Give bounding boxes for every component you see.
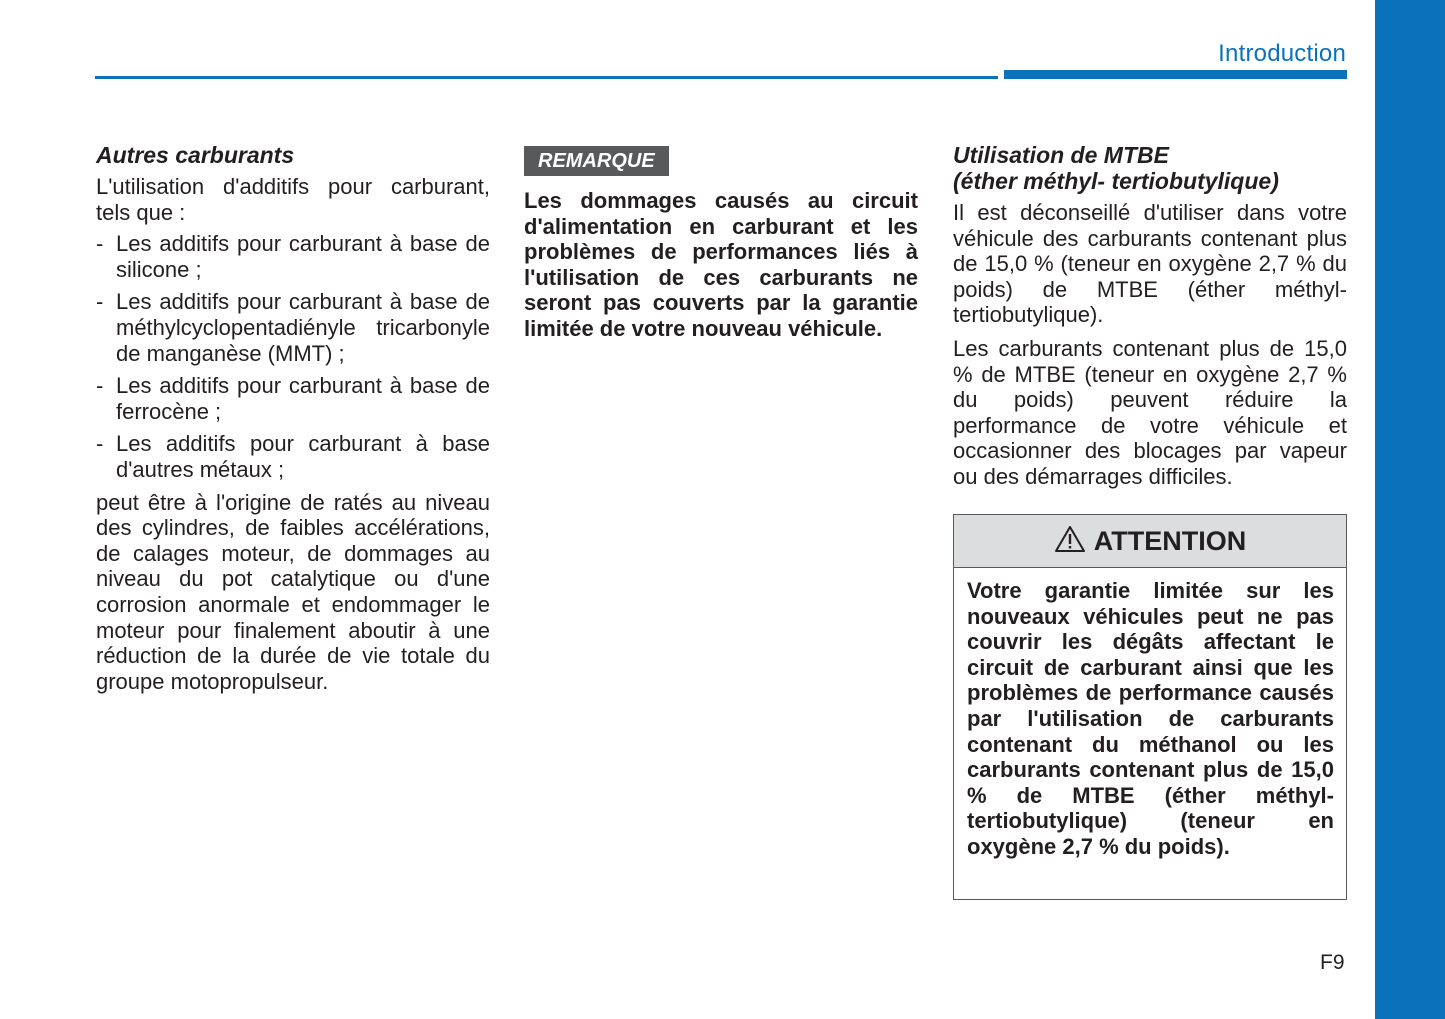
heading-mtbe-subtitle: (éther méthyl- tertiobutylique)	[953, 168, 1279, 194]
header-rule	[95, 76, 998, 79]
note-column	[524, 146, 918, 342]
list-item: - Les additifs pour carburant à base d'autres métaux ;	[96, 431, 490, 482]
additive-list	[96, 231, 490, 482]
attention-text: Votre garantie limitée sur les nouveaux véhicules peut ne pas couvrir les dégâts affectant le circuit de carburant ainsi que les problèmes de performance causés par l'utilisation de carburants contenant du méthanol ou les carburants contenant plus de 15,0 % de MTBE (éther méthyl- tertiobutylique) (teneur en oxygène 2,7 % du poids).	[967, 578, 1334, 859]
right-column	[953, 142, 1347, 498]
list-item: - Les additifs pour carburant à base de ferrocène ;	[96, 373, 490, 424]
remarque-badge: REMARQUE	[524, 146, 669, 176]
left-column	[96, 142, 490, 694]
list-item: - Les additifs pour carburant à base de méthylcyclopentadiényle tricarbonyle de manganèse (MMT) ;	[96, 289, 490, 366]
heading-mtbe: Utilisation de MTBE	[953, 142, 1169, 168]
chapter-side-tab	[1375, 0, 1445, 1019]
list-item: - Les additifs pour carburant à base de silicone ;	[96, 231, 490, 282]
section-title: Introduction	[1218, 40, 1346, 67]
conclusion-paragraph: peut être à l'origine de ratés au niveau des cylindres, de faibles accélérations, de calages moteur, de dommages au niveau du pot catalytique ou d'une corrosion anormale et endommager le moteur pour finalement aboutir à une réduction de la durée de vie totale du groupe motopropulseur.	[96, 489, 490, 694]
attention-box	[953, 514, 1347, 900]
note-text: Les dommages causés au circuit d'alimentation en carburant et les problèmes de performances liés à l'utilisation de ces carburants ne seront pas couverts par la garantie limitée de votre nouveau véhicule.	[524, 188, 918, 341]
attention-header	[954, 515, 1346, 568]
warning-triangle-icon	[1054, 525, 1086, 558]
mtbe-paragraph-2: Les carburants contenant plus de 15,0 % de MTBE (teneur en oxygène 2,7 % du poids) peuvent réduire la performance de votre véhicule et occasionner des blocages par vapeur ou des démarrages difficiles.	[953, 335, 1347, 489]
attention-title: ATTENTION	[1093, 525, 1247, 556]
page-number: F9	[1320, 951, 1345, 974]
mtbe-paragraph-1: Il est déconseillé d'utiliser dans votre véhicule des carburants contenant plus de 15,0 % (teneur en oxygène 2,7 % du poids) de MTBE (éther méthyl- tertiobutylique).	[953, 200, 1347, 328]
heading-autres-carburants: Autres carburants	[96, 142, 295, 168]
intro-paragraph: L'utilisation d'additifs pour carburant, tels que :	[96, 174, 490, 225]
header-accent-bar	[1004, 70, 1347, 79]
